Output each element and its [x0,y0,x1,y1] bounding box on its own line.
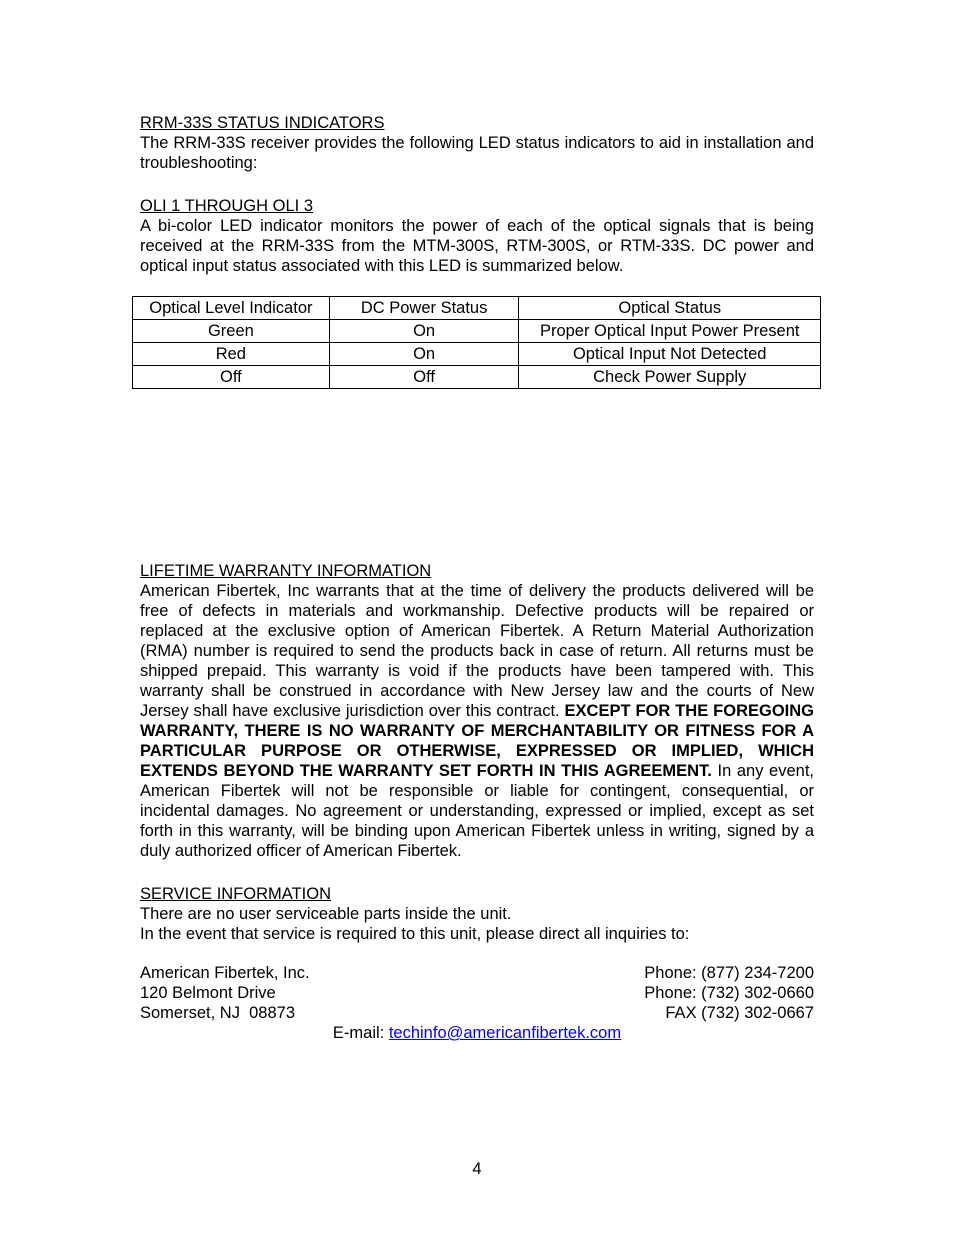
status-indicators-section [140,113,814,173]
email-link[interactable]: techinfo@americanfibertek.com [388,1024,622,1042]
status-indicators-intro: The RRM-33S receiver provides the following LED status indicators to aid in installation and troubleshooting: [140,134,814,172]
contact-row-1 [140,963,814,983]
fax-number: FAX (732) 302-0667 [665,1004,814,1022]
phone-1: Phone: (877) 234-7200 [644,964,814,982]
email-label: E-mail: [332,1024,389,1042]
status-indicators-heading: RRM-33S STATUS INDICATORS [140,114,385,132]
warranty-text-part-2: In any event, American Fibertek will not be responsible or liable for contingent, consequential, or incidental damages. No agreement or understanding, expressed or implied, except as set forth in this warranty, will be binding upon American Fibertek unless in writing, signed by a duly authorized officer of American Fibertek. [140,762,814,860]
oli-heading: OLI 1 THROUGH OLI 3 [140,197,313,215]
company-name: American Fibertek, Inc. [140,964,310,982]
table-header-cell: Optical Level Indicator [133,297,330,320]
page-number: 4 [472,1160,482,1178]
table-cell: Proper Optical Input Power Present [519,320,821,343]
phone-2: Phone: (732) 302-0660 [644,984,814,1002]
status-table [132,296,821,389]
table-row [133,320,821,343]
service-line-2: In the event that service is required to this unit, please direct all inquiries to: [140,925,690,943]
contact-row-2 [140,983,814,1003]
table-cell: Red [133,343,330,366]
table-header-row [133,297,821,320]
table-cell: Green [133,320,330,343]
table-cell: On [329,320,519,343]
service-section [140,884,814,944]
email-line [0,1023,954,1043]
warranty-text [140,581,814,861]
table-cell: Check Power Supply [519,366,821,389]
service-line-1: There are no user serviceable parts inside the unit. [140,905,512,923]
oli-description: A bi-color LED indicator monitors the power of each of the optical signals that is being received at the RRM-33S from the MTM-300S, RTM-300S, or RTM-33S. DC power and optical input status associated with this LED is summarized below. [140,217,814,275]
table-row [133,366,821,389]
table-row [133,343,821,366]
city-address: Somerset, NJ 08873 [140,1004,295,1022]
table-cell: Off [133,366,330,389]
street-address: 120 Belmont Drive [140,984,276,1002]
oli-section [140,196,814,276]
table-cell: On [329,343,519,366]
warranty-heading: LIFETIME WARRANTY INFORMATION [140,562,432,580]
table-cell: Off [329,366,519,389]
warranty-disclaimer: EXCEPT FOR THE FOREGOING WARRANTY, THERE IS NO WARRANTY OF MERCHANTABILITY OR FITNESS FOR A PARTICULAR PURPOSE OR OTHERWISE, EXPRESSED OR IMPLIED, WHICH EXTENDS BEYOND THE WARRANTY SET FORTH IN THIS AGREEMENT. [140,702,814,780]
warranty-section [140,561,814,861]
contact-row-3 [140,1003,814,1023]
warranty-text-part-1: American Fibertek, Inc warrants that at the time of delivery the products delivered will be free of defects in materials and workmanship. Defective products will be repaired or replaced at the exclusive option of American Fibertek. A Return Material Authorization (RMA) number is required to send the products back in case of return. All returns must be shipped prepaid. This warranty is void if the products have been tampered with. This warranty shall be construed in accordance with New Jersey law and the courts of New Jersey shall have exclusive jurisdiction over this contract. [140,582,814,720]
table-header-cell: DC Power Status [329,297,519,320]
service-heading: SERVICE INFORMATION [140,885,331,903]
table-header-cell: Optical Status [519,297,821,320]
table-cell: Optical Input Not Detected [519,343,821,366]
